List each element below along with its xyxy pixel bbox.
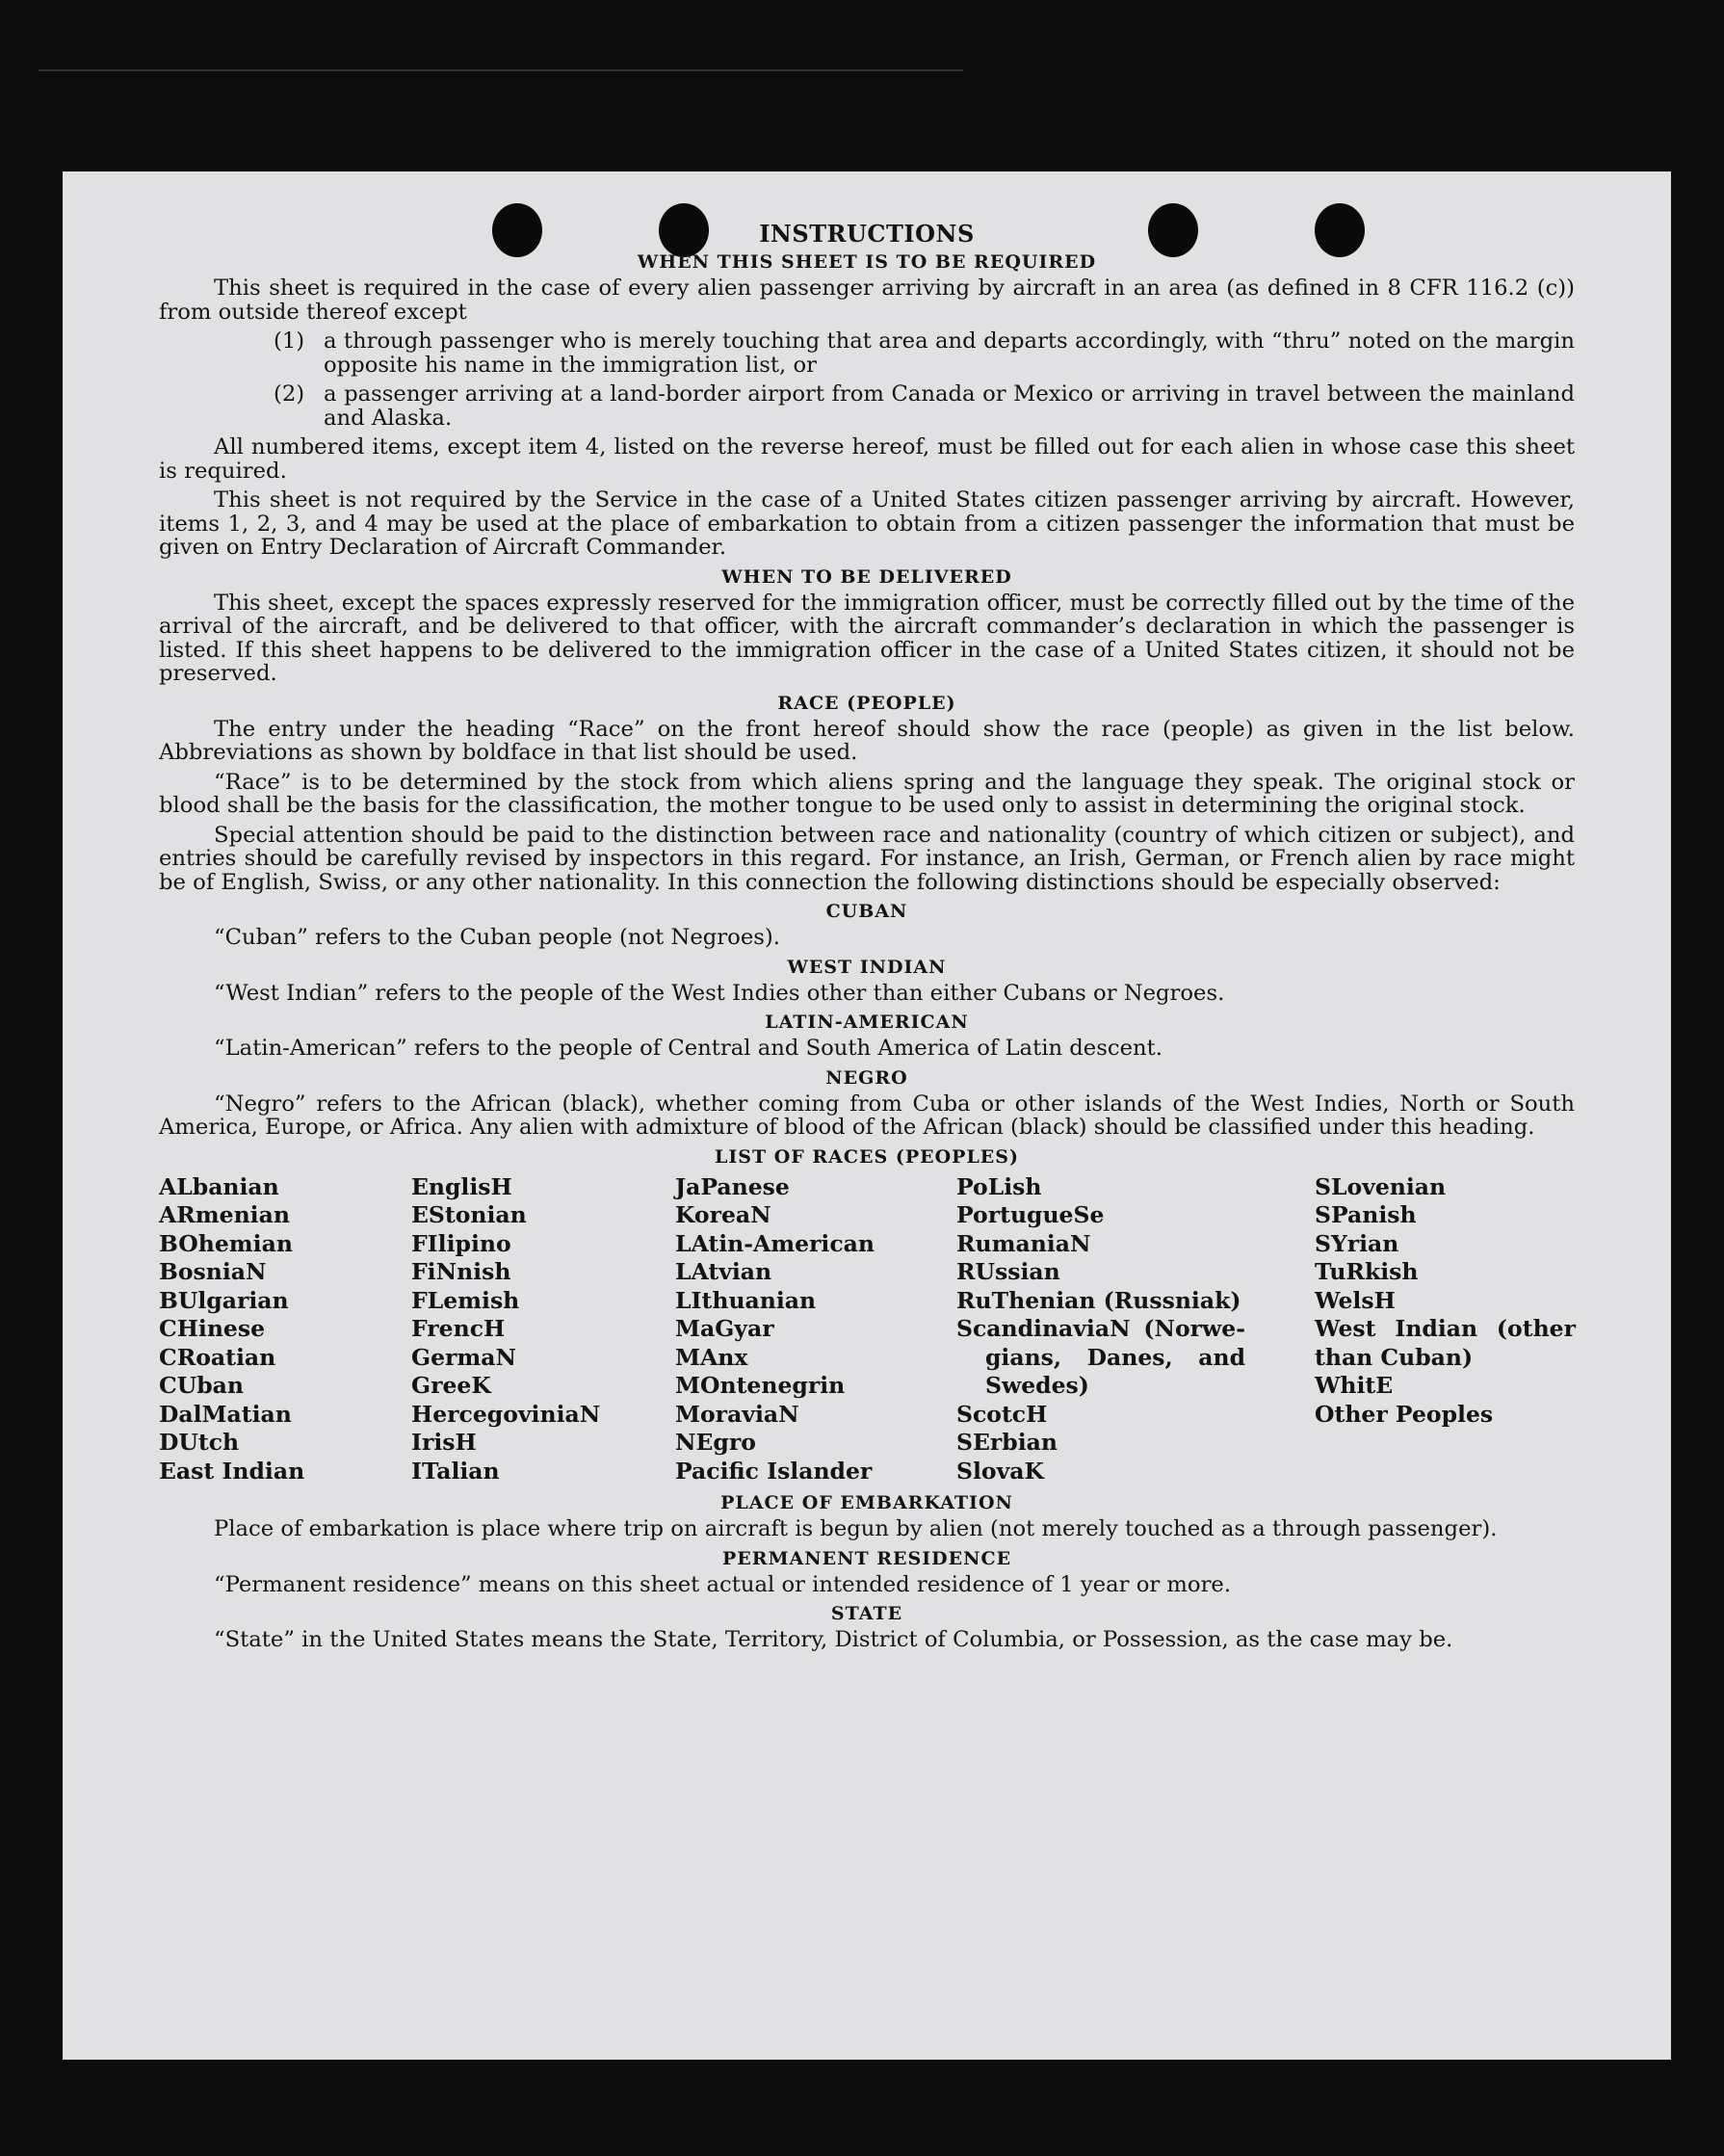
race-entry: SLovenian xyxy=(1315,1172,1447,1200)
item-text: a passenger arriving at a land-border airport from Canada or Mexico or arriving in travel between the mainland and Alaska. xyxy=(324,381,1575,431)
race-entry: CHinese xyxy=(159,1315,266,1342)
section-heading: WHEN THIS SHEET IS TO BE REQUIRED xyxy=(637,251,1097,273)
race-entry: GermaN xyxy=(411,1343,516,1371)
paragraph: This sheet, except the spaces expressly reserved for the immigration officer, must be correctly filled out by the time of the arrival of the aircraft, and be delivered to that officer, with the aircraft commander’s declaration in which the passenger is listed. If this sheet happens to be delivered to the immigration officer in the case of a United States citizen, it should not be preserved. xyxy=(159,590,1575,686)
paragraph: Special attention should be paid to the distinction between race and nationality (country of which citizen or subject), and entries should be carefully revised by inspectors in this regard. For instance, an Irish, German, or French alien by race might be of English, Swiss, or any other nationality. In this connection the following distinctions should be especially observed: xyxy=(159,822,1575,895)
race-entry-part: West xyxy=(1315,1315,1376,1342)
race-entry: East Indian xyxy=(159,1457,305,1485)
race-entry: WelsH xyxy=(1315,1286,1396,1314)
paragraph: The entry under the heading “Race” on the front hereof should show the race (people) as given in the list below. Abbreviations as shown by boldface in that list should be used. xyxy=(159,716,1575,765)
race-entry-continuation: than Cuban) xyxy=(1315,1343,1474,1371)
section-heading: STATE xyxy=(830,1603,903,1624)
race-entry: RUssian xyxy=(956,1258,1060,1285)
race-entry: SYrian xyxy=(1315,1229,1399,1257)
race-entry-continuation xyxy=(956,1344,1245,1373)
race-entry-continuation: Swedes) xyxy=(985,1372,1089,1399)
race-entry: ALbanian xyxy=(159,1172,279,1200)
races-column-4 xyxy=(956,1173,1245,1486)
list-item xyxy=(274,382,1575,430)
paragraph: “State” in the United States means the State, Territory, District of Columbia, or Possession, as the case may be. xyxy=(214,1627,1453,1652)
section-list-of-races xyxy=(159,1144,1575,1486)
race-entry-part: Danes, xyxy=(1086,1343,1173,1371)
section-state xyxy=(159,1600,1575,1652)
section-heading: NEGRO xyxy=(825,1066,908,1089)
race-entry: MOntenegrin xyxy=(675,1372,846,1399)
race-entry-part: Indian xyxy=(1395,1315,1478,1342)
race-entry-part: gians, xyxy=(985,1343,1062,1371)
list-item xyxy=(274,329,1575,377)
race-entry: ScotcH xyxy=(956,1400,1048,1428)
section-race xyxy=(159,690,1575,895)
instruction-sheet xyxy=(63,171,1671,2060)
section-heading: LATIN-AMERICAN xyxy=(765,1012,969,1033)
section-west-indian xyxy=(159,954,1575,1006)
paragraph: Place of embarkation is place where trip on aircraft is begun by alien (not merely touched as a through passenger). xyxy=(214,1516,1498,1541)
section-negro xyxy=(159,1065,1575,1140)
race-entry: LIthuanian xyxy=(675,1286,817,1314)
scan-edge-line xyxy=(39,69,963,71)
race-entry: GreeK xyxy=(411,1372,491,1399)
paragraph: “Cuban” refers to the Cuban people (not Negroes). xyxy=(214,925,780,950)
race-entry: EStonian xyxy=(411,1201,527,1228)
race-entry: DUtch xyxy=(159,1429,240,1456)
race-entry: MoraviaN xyxy=(675,1400,799,1428)
section-delivered xyxy=(159,564,1575,686)
race-entry: MAnx xyxy=(675,1343,748,1371)
item-number: (1) xyxy=(274,329,305,354)
section-heading: RACE (PEOPLE) xyxy=(777,692,956,714)
race-entry: JaPanese xyxy=(675,1172,790,1200)
race-entry xyxy=(956,1315,1245,1344)
race-entry: KoreaN xyxy=(675,1201,771,1228)
races-table xyxy=(159,1173,1575,1486)
race-entry: Other Peoples xyxy=(1315,1400,1494,1428)
race-entry xyxy=(1315,1315,1576,1344)
section-embarkation xyxy=(159,1489,1575,1541)
document-body xyxy=(159,220,1575,1656)
race-entry: ITalian xyxy=(411,1457,500,1485)
races-column-5 xyxy=(1315,1173,1576,1486)
race-entry: BosniaN xyxy=(159,1258,267,1285)
race-entry: WhitE xyxy=(1315,1372,1394,1399)
race-entry: LAtvian xyxy=(675,1258,772,1285)
race-entry: SlovaK xyxy=(956,1457,1044,1485)
race-entry: NEgro xyxy=(675,1429,756,1456)
item-text: a through passenger who is merely touching that area and departs accordingly, with “thru” noted on the margin opposite his name in the immigration list, or xyxy=(324,329,1575,378)
race-entry: RuThenian (Russniak) xyxy=(956,1286,1241,1314)
race-entry: FiNnish xyxy=(411,1258,511,1285)
section-cuban xyxy=(159,898,1575,950)
paragraph: “West Indian” refers to the people of the West Indies other than either Cubans or Negroes. xyxy=(214,980,1225,1006)
section-heading: CUBAN xyxy=(825,901,908,922)
race-entry: TuRkish xyxy=(1315,1258,1419,1285)
race-entry-part: and xyxy=(1198,1343,1245,1371)
section-heading: PERMANENT RESIDENCE xyxy=(721,1547,1012,1569)
section-latin-american xyxy=(159,1009,1575,1061)
race-entry: LAtin-American xyxy=(675,1229,875,1257)
race-entry-part: (other xyxy=(1496,1315,1576,1342)
section-required xyxy=(159,249,1575,560)
paragraph: This sheet is required in the case of every alien passenger arriving by aircraft in an area (as defined in 8 CFR 116.2 (c)) from outside thereof except xyxy=(159,276,1575,325)
race-entry: Pacific Islander xyxy=(675,1457,873,1485)
race-entry: RumaniaN xyxy=(956,1229,1091,1257)
race-entry: FrencH xyxy=(411,1315,506,1342)
race-entry: HercegoviniaN xyxy=(411,1400,601,1428)
races-column-1 xyxy=(159,1173,411,1486)
section-permanent-residence xyxy=(159,1545,1575,1597)
item-number: (2) xyxy=(274,381,305,407)
paragraph: “Race” is to be determined by the stock from which aliens spring and the language they speak. The original stock or blood shall be the basis for the classification, the mother tongue to be used only to assist in determining the original stock. xyxy=(159,769,1575,818)
race-entry: MaGyar xyxy=(675,1315,774,1342)
race-entry: ARmenian xyxy=(159,1201,290,1228)
race-entry: SErbian xyxy=(956,1429,1058,1456)
races-column-3 xyxy=(675,1173,956,1486)
race-entry: PoLish xyxy=(956,1172,1042,1200)
section-heading: WHEN TO BE DELIVERED xyxy=(721,565,1012,588)
race-entry: CRoatian xyxy=(159,1343,276,1371)
paragraph: “Permanent residence” means on this sheet actual or intended residence of 1 year or more. xyxy=(214,1571,1232,1597)
section-heading: LIST OF RACES (PEOPLES) xyxy=(715,1145,1019,1168)
race-entry: IrisH xyxy=(411,1429,477,1456)
race-entry-part: (Norwe- xyxy=(1143,1315,1245,1342)
race-entry: BOhemian xyxy=(159,1229,293,1257)
paragraph: “Latin-American” refers to the people of Central and South America of Latin descent. xyxy=(214,1036,1162,1061)
section-heading: PLACE OF EMBARKATION xyxy=(720,1492,1013,1513)
race-entry: SPanish xyxy=(1315,1201,1417,1228)
race-entry: BUlgarian xyxy=(159,1286,289,1314)
race-entry: FIlipino xyxy=(411,1229,511,1257)
races-column-2 xyxy=(411,1173,675,1486)
paragraph: “Negro” refers to the African (black), whether coming from Cuba or other islands of the West Indies, North or South America, Europe, or Africa. Any alien with admixture of blood of the African (black) should be classified under this heading. xyxy=(159,1091,1575,1140)
section-heading: WEST INDIAN xyxy=(787,956,947,978)
race-entry: DalMatian xyxy=(159,1400,292,1428)
race-entry: PortugueSe xyxy=(956,1201,1105,1228)
paragraph: All numbered items, except item 4, listed on the reverse hereof, must be filled out for each alien in whose case this sheet is required. xyxy=(159,434,1575,484)
race-entry: EnglisH xyxy=(411,1172,512,1200)
page-title: INSTRUCTIONS xyxy=(759,220,975,248)
paragraph: This sheet is not required by the Service in the case of a United States citizen passenger arriving by aircraft. However, items 1, 2, 3, and 4 may be used at the place of embarkation to obtain from a citizen passenger the information that must be given on Entry Declaration of Aircraft Commander. xyxy=(159,487,1575,560)
race-entry: FLemish xyxy=(411,1286,520,1314)
race-entry-part: ScandinaviaN xyxy=(956,1315,1131,1342)
race-entry: CUban xyxy=(159,1372,244,1399)
